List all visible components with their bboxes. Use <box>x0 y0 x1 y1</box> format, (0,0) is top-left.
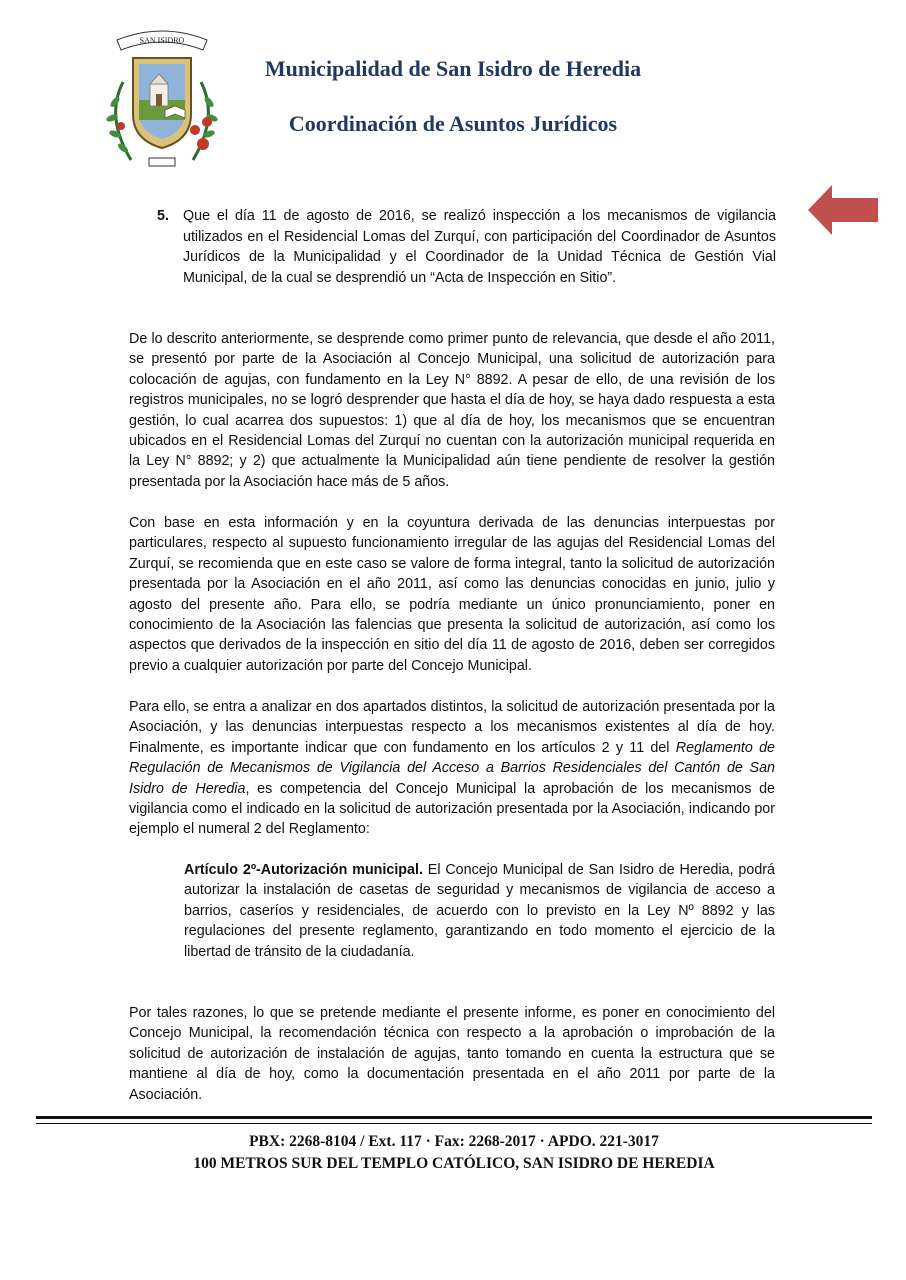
quoted-article <box>184 860 775 962</box>
footer-divider-thin <box>36 1123 872 1124</box>
municipality-title: Municipalidad de San Isidro de Heredia <box>264 56 642 81</box>
seal-ribbon-text: SAN ISIDRO <box>139 36 185 45</box>
footer-address-line: 100 METROS SUR DEL TEMPLO CATÓLICO, SAN ISIDRO DE HEREDIA <box>193 1155 715 1172</box>
list-item <box>157 206 776 288</box>
list-item-number: 5. <box>157 208 169 224</box>
municipal-seal-logo <box>103 22 221 174</box>
paragraph-4: Por tales razones, lo que se pretende mediante el presente informe, es poner en conocimiento del Concejo Municipal, la recomendación técnica con respecto a la aprobación o improbación de la solicitud de autorización de instalación de agujas, tanto tomando en cuenta la estructura que se mantiene al día de hoy, como la documentación presentada en el año 2011 por parte de la Asociación. <box>129 1005 775 1103</box>
paragraph-2: Con base en esta información y en la coyuntura derivada de las denuncias interpuestas por particulares, respecto al supuesto funcionamiento irregular de las agujas del Residencial Lomas del Zurquí, se recomienda que en este caso se valore de forma integral, tanto la solicitud de autorización presentada por la Asociación en el año 2011, así como las denuncias conocidas en junio, julio y agosto del presente año. Para ello, se podría mediante un único pronunciamiento, poner en conocimiento de la Asociación las falencias que presenta la solicitud de autorización, así como los aspectos que derivados de la inspección en sitio del día 11 de agosto de 2016, deben ser corregidos previo a cualquier autorización por parte del Concejo Municipal. <box>129 515 775 674</box>
regulation-title: Reglamento de Regulación de Mecanismos de Vigilancia del Acceso a Barrios Residenciales del Cantón de San Isidro de Heredia <box>129 739 776 797</box>
paragraph-3 <box>129 697 775 840</box>
paragraph-3-text-b: , es competencia del Concejo Municipal la aprobación de los mecanismos de vigilancia como el indicado en la solicitud de autorización presentada por la Asociación, indicando por ejemplo el numeral 2 del Reglamento: <box>129 780 776 838</box>
paragraph-3-text-a: Para ello, se entra a analizar en dos apartados distintos, la solicitud de autorización presentada por la Asociación, y las denuncias interpuestas respecto a los mecanismos existentes al día de hoy. Finalmente, es importante indicar que con fundamento en los artículos 2 y 11 del <box>129 699 775 756</box>
quoted-article-heading: Artículo 2º-Autorización municipal. <box>184 862 423 878</box>
list-item-text: Que el día 11 de agosto de 2016, se realizó inspección a los mecanismos de vigilancia utilizados en el Residencial Lomas del Zurquí, con participación del Coordinador de Asuntos Jurídicos de la Municipalidad y el Coordinador de la Unidad Técnica de Gestión Vial Municipal, de la cual se desprendió un “Acta de Inspección en Sitio”. <box>183 208 776 286</box>
page-number-arrow-icon <box>808 185 878 235</box>
footer-divider-thick <box>36 1116 872 1119</box>
quoted-article-text: El Concejo Municipal de San Isidro de Heredia, podrá autorizar la instalación de casetas de seguridad y mecanismos de vigilancia de acceso a barrios, caseríos y residenciales, de acuerdo con lo previsto en la Ley Nº 8892 y las regulaciones del presente reglamento, garantizando en todo momento el ejercicio de la libertad de tránsito de la ciudadanía. <box>184 862 775 960</box>
footer-contact-line: PBX: 2268-8104 / Ext. 117 · Fax: 2268-2017 · APDO. 221-3017 <box>249 1133 659 1150</box>
paragraph-1: De lo descrito anteriormente, se desprende como primer punto de relevancia, que desde el año 2011, se presentó por parte de la Asociación al Concejo Municipal, una solicitud de autorización para colocación de agujas, con fundamento en la Ley N° 8892. A pesar de ello, de una revisión de los registros municipales, no se logró desprender que hasta el día de hoy, se haya dado respuesta a esta gestión, lo cual acarrea dos supuestos: 1) que al día de hoy, los mecanismos que se encuentran ubicados en el Residencial Lomas del Zurquí no cuentan con la autorización municipal requerida en la Ley N° 8892; y 2) que actualmente la Municipalidad aún tiene pendiente de resolver la gestión presentada por la Asociación hace más de 5 años. <box>129 331 775 490</box>
department-subtitle: Coordinación de Asuntos Jurídicos <box>288 111 618 136</box>
page-number: 2 <box>832 173 840 188</box>
